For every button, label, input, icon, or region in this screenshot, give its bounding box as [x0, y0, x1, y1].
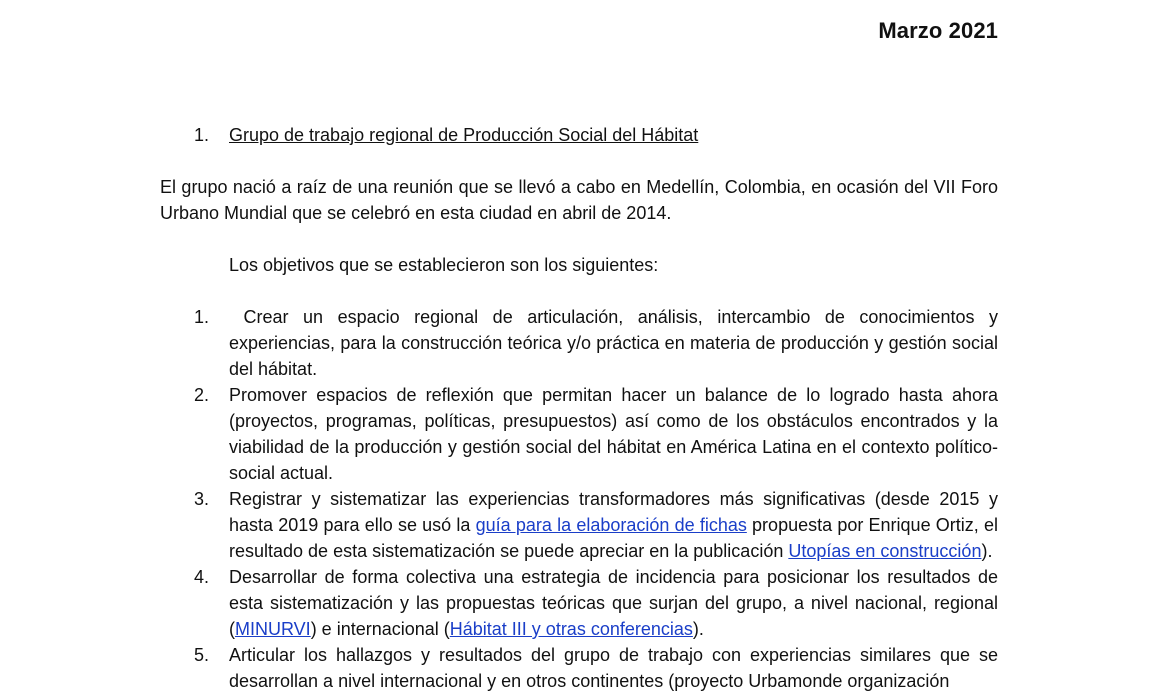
objective-number: 2. — [194, 385, 210, 405]
objective-text-segment: propuesta por Enrique Ortiz, el resultado de esta sistematización se puede apreciar en la publicación — [229, 515, 999, 561]
objective-item — [194, 304, 1004, 382]
objective-text: Crear un espacio regional de articulación, análisis, intercambio de conocimientos y experiencias, para la construcción teórica y/o práctica en materia de producción y gestión social del hábitat. — [229, 307, 1004, 379]
document-content — [160, 122, 1004, 694]
objective-text — [229, 486, 998, 564]
fichas-guide-link[interactable]: guía para la elaboración de fichas — [475, 515, 747, 535]
document-date: Marzo 2021 — [878, 18, 998, 43]
objective-text-segment: Registrar y sistematizar las experiencias transformadores más significativas (desde 2015 y hasta 2019 para ello se usó la — [229, 489, 998, 535]
objective-number: 1. — [194, 307, 210, 327]
objective-text-segment: ). — [692, 619, 704, 639]
objective-text-segment: ). — [981, 541, 993, 561]
section-heading — [194, 122, 998, 148]
objective-text: Promover espacios de reflexión que permitan hacer un balance de lo logrado hasta ahora (proyectos, programas, políticas, presupuestos) así como de los obstáculos encontrados y la viabilidad de la producción y gestión social del hábitat en América Latina en el contexto político-social actual. — [229, 385, 998, 483]
utopias-publication-link[interactable]: Utopías en construcción — [788, 541, 982, 561]
minurvi-link[interactable]: MINURVI — [235, 619, 311, 639]
objectives-lead: Los objetivos que se establecieron son los siguientes: — [229, 255, 659, 275]
section-number: 1. — [194, 125, 210, 145]
objective-number: 5. — [194, 645, 210, 665]
objective-number: 4. — [194, 567, 210, 587]
objective-item — [194, 564, 998, 642]
objective-text-segment: Desarrollar de forma colectiva una estrategia de incidencia para posicionar los resultados de esta sistematización y las propuestas teóricas que surjan del grupo, a nivel nacional, regional ( — [229, 567, 998, 639]
objective-text: Articular los hallazgos y resultados del grupo de trabajo con experiencias similares que se desarrollan a nivel internacional y en otros continentes (proyecto Urbamonde organización — [229, 645, 998, 691]
section-title: Grupo de trabajo regional de Producción Social del Hábitat — [229, 125, 699, 145]
objective-text-segment: ) e internacional ( — [310, 619, 450, 639]
habitat-iii-link[interactable]: Hábitat III y otras conferencias — [449, 619, 693, 639]
objective-number: 3. — [194, 489, 210, 509]
intro-paragraph: El grupo nació a raíz de una reunión que se llevó a cabo en Medellín, Colombia, en ocasión del VII Foro Urbano Mundial que se celebró en esta ciudad en abril de 2014. — [160, 177, 998, 223]
objectives-list — [160, 304, 1004, 694]
objective-item — [194, 382, 998, 486]
objective-item — [194, 486, 998, 564]
objective-text — [229, 564, 998, 642]
objective-item — [194, 642, 998, 694]
